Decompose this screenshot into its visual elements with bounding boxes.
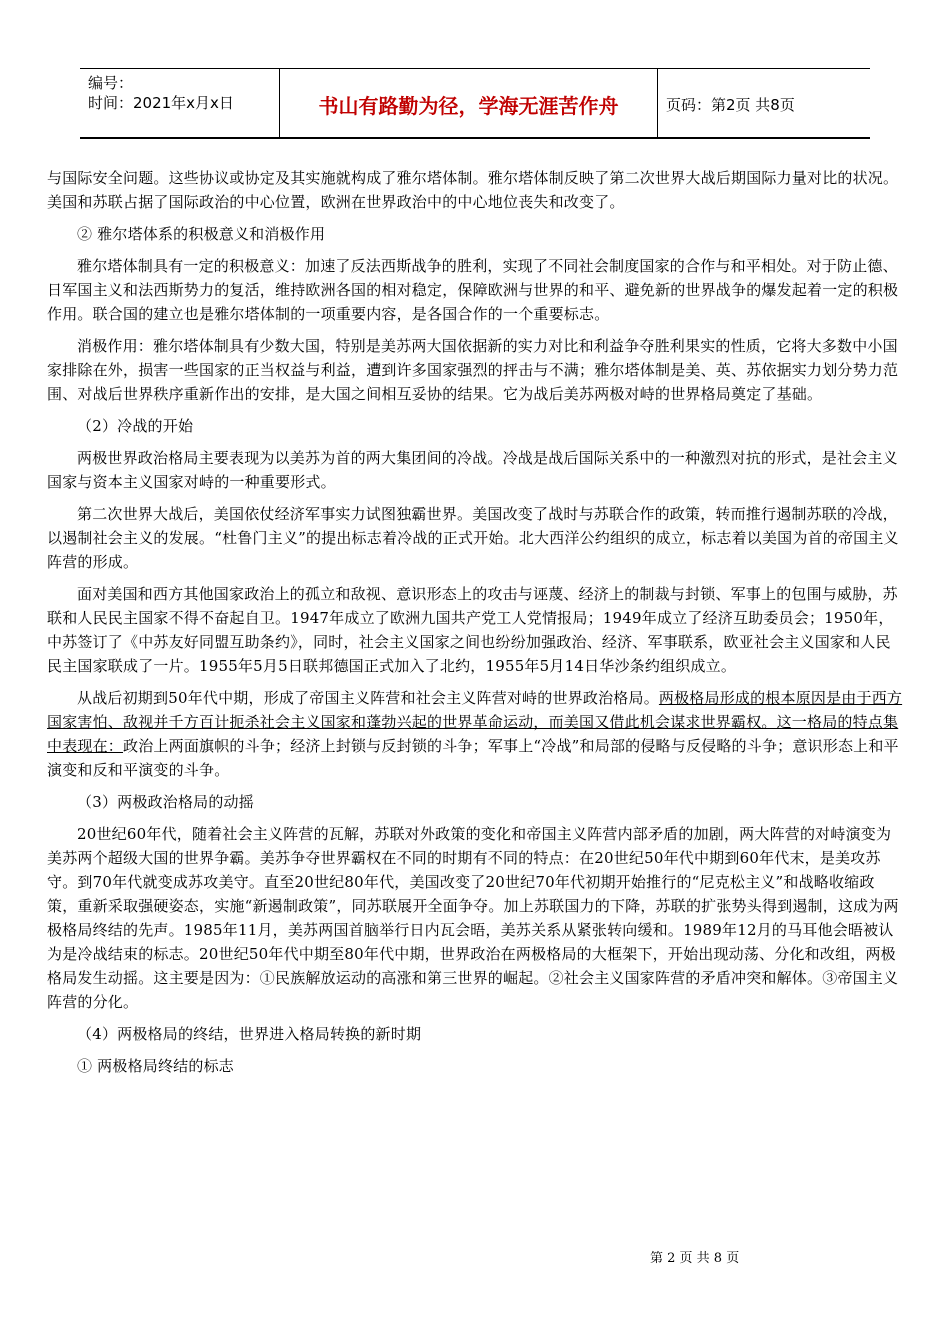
- underlined-root-cause: 两极格局形成的根本原因是由于西方国家害怕、敌视并千方百计扼杀社会主义国家和蓬勃兴起的世界革命运动，而美国又借此机会谋求世界霸权。这一格局的特点集中表现在：: [47, 689, 903, 755]
- paragraph-positive-significance: 雅尔塔体制具有一定的积极意义：加速了反法西斯战争的胜利，实现了不同社会制度国家的合作与和平相处。对于防止德、日军国主义和法西斯势力的复活，维持欧洲各国的相对稳定，保障欧洲与世界的和平、避免新的世界战争的爆发起着一定的积极作用。联合国的建立也是雅尔塔体制的一项重要内容，是各国合作的一个重要标志。: [47, 257, 899, 323]
- paragraph-negative-effects: 消极作用：雅尔塔体制具有少数大国，特别是美苏两大国依据新的实力对比和利益争夺胜利果实的性质，它将大多数中小国家排除在外，损害一些国家的正当权益与利益，遭到许多国家强烈的抨击与不满；雅尔塔体制是美、英、苏依据实力划分势力范围、对战后世界秩序重新作出的安排，是大国之间相互妥协的结果。它为战后美苏两极对峙的世界格局奠定了基础。: [47, 337, 899, 403]
- document-date-label: 时间：2021年x月x日: [88, 94, 234, 112]
- document-number-label: 编号：: [88, 74, 134, 92]
- paragraph-bipolar-cold-war: 两极世界政治格局主要表现为以美苏为首的两大集团间的冷战。冷战是战后国际关系中的一种激烈对抗的形式，是社会主义国家与资本主义国家对峙的一种重要形式。: [47, 449, 898, 491]
- paragraph-superpower-rivalry: 20世纪60年代，随着社会主义阵营的瓦解，苏联对外政策的变化和帝国主义阵营内部矛盾的加剧，两大阵营的对峙演变为美苏两个超级大国的世界争霸。美苏争夺世界霸权在不同的时期有不同的特点：在20世纪50年代中期到60年代末，是美攻苏守。到70年代就变成苏攻美守。直至20世纪80年代，美国改变了20世纪70年代初期开始推行的“尼克松主义”和战略收缩政策，重新采取强硬姿态，实施“新遏制政策”，同苏联展开全面争夺。加上苏联国力的下降，苏联的扩张势头得到遏制，这成为两极格局终结的先声。1985年11月，美苏两国首脑举行日内瓦会晤，美苏关系从紧张转向缓和。1989年12月的马耳他会晤被认为是冷战结束的标志。20世纪50年代中期至80年代中期，世界政治在两极格局的大框架下，开始出现动荡、分化和改组，两极格局发生动摇。这主要是因为：①民族解放运动的高涨和第三世界的崛起。②社会主义国家阵营的矛盾冲突和解体。③帝国主义阵营的分化。: [47, 825, 899, 1011]
- paragraph-yalta-continued: 与国际安全问题。这些协议或协定及其实施就构成了雅尔塔体制。雅尔塔体制反映了第二次世界大战后期国际力量对比的状况。美国和苏联占据了国际政治的中心位置，欧洲在世界政治中的中心地位丧失和改变了。: [47, 169, 899, 211]
- header-motto: 书山有路勤为径，学海无涯苦作舟: [280, 69, 658, 137]
- paragraph-bipolar-intro: 从战后初期到50年代中期，形成了帝国主义阵营和社会主义阵营对峙的世界政治格局。: [77, 689, 659, 707]
- document-body: [47, 166, 903, 1086]
- paragraph-bipolar-features: 政治上两面旗帜的斗争；经济上封锁与反封锁的斗争；军事上“冷战”和局部的侵略与反侵略的斗争；意识形态上和平演变和反和平演变的斗争。: [47, 737, 899, 779]
- section-heading-bipolar-shaking: （3）两极政治格局的动摇: [77, 793, 254, 811]
- paragraph-soviet-response: 面对美国和西方其他国家政治上的孤立和敌视、意识形态上的攻击与诬蔑、经济上的制裁与封锁、军事上的包围与威胁，苏联和人民民主国家不得不奋起自卫。1947年成立了欧洲九国共产党工人党情报局；1949年成立了经济互助委员会；1950年，中苏签订了《中苏友好同盟互助条约》，同时，社会主义国家之间也纷纷加强政治、经济、军事联系，欧亚社会主义国家和人民民主国家联成了一片。1955年5月5日联邦德国正式加入了北约，1955年5月14日华沙条约组织成立。: [47, 585, 898, 675]
- section-heading-cold-war-start: （2）冷战的开始: [77, 417, 194, 435]
- subheading-yalta-significance: ② 雅尔塔体系的积极意义和消极作用: [77, 225, 326, 243]
- paragraph-bipolar-formation: [47, 686, 903, 782]
- paragraph-us-hegemony: 第二次世界大战后，美国依仗经济军事实力试图独霸世界。美国改变了战时与苏联合作的政策，转而推行遏制苏联的冷战，以遏制社会主义的发展。“杜鲁门主义”的提出标志着冷战的正式开始。北大西洋公约组织的成立，标志着以美国为首的帝国主义阵营的形成。: [47, 505, 899, 571]
- header-page-number: 页码：第2页 共8页: [666, 95, 795, 114]
- header-table: [80, 68, 870, 139]
- header-meta-cell: [80, 69, 280, 137]
- subheading-end-markers: ① 两极格局终结的标志: [77, 1057, 234, 1075]
- footer-page-number: 第 2 页 共 8 页: [650, 1251, 740, 1266]
- section-heading-bipolar-end: （4）两极格局的终结，世界进入格局转换的新时期: [77, 1025, 422, 1043]
